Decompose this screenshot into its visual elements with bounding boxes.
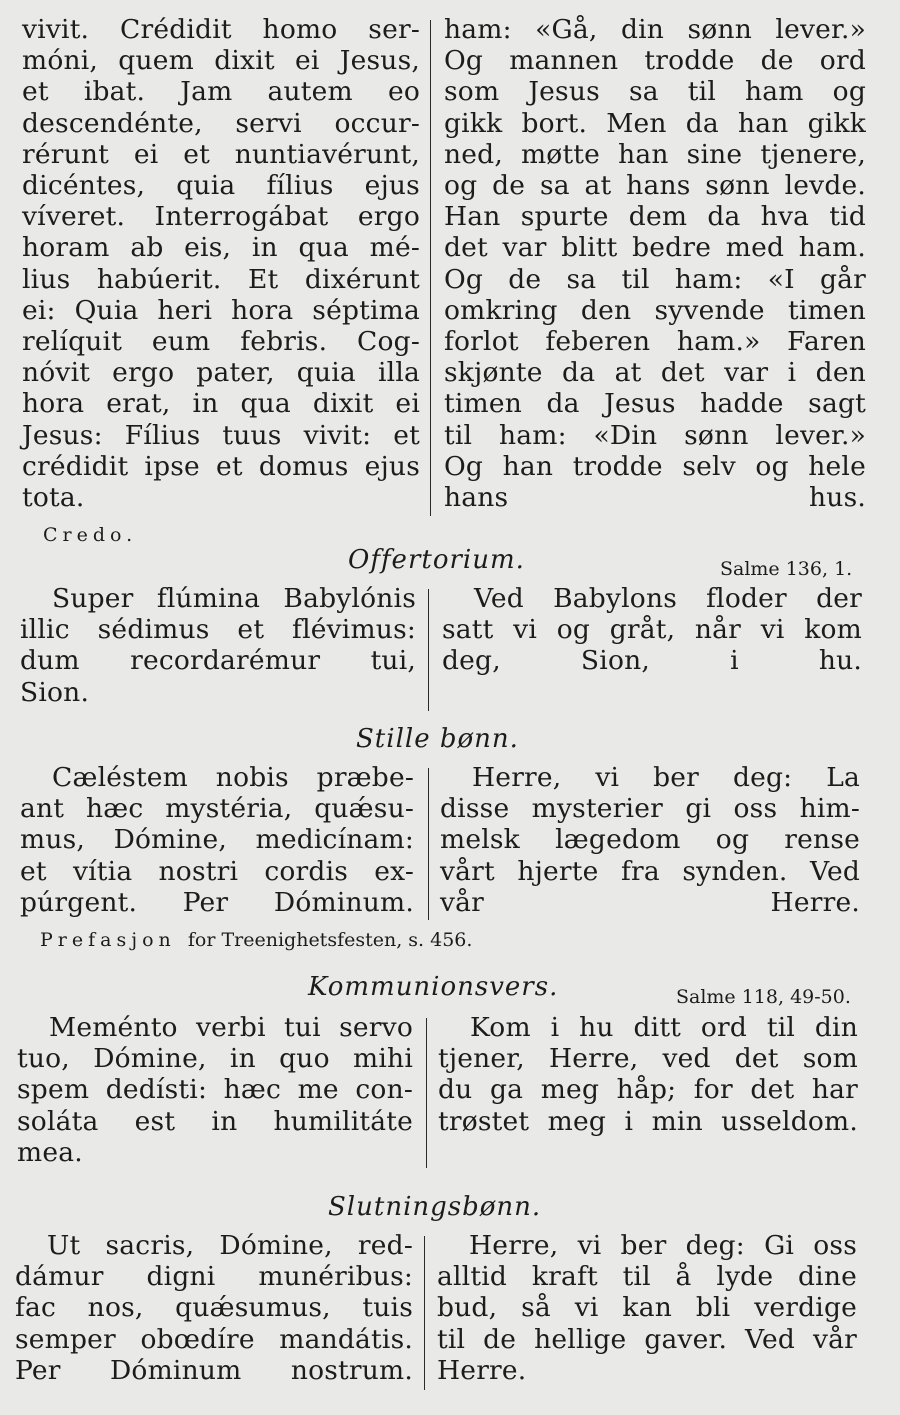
column-divider — [430, 20, 431, 516]
secreta-norwegian-column — [440, 762, 860, 918]
text-line: nóvit ergo pater, quia illa — [22, 357, 420, 389]
communio-latin-column — [17, 1012, 413, 1168]
text-line: illic sédimus et flévimus: — [20, 614, 416, 646]
offertorium-reference: Salme 136, 1. — [720, 558, 853, 580]
text-line: vår Herre. — [440, 886, 860, 918]
text-line: dámur digni munéribus: — [15, 1261, 413, 1293]
text-line: som Jesus sa til ham og — [444, 76, 866, 108]
text-line: semper obœdíre mandátis. — [15, 1323, 413, 1355]
text-line: hora erat, in qua dixit ei — [22, 388, 420, 420]
text-line: disse mysterier gi oss him- — [440, 793, 860, 825]
secreta-latin-column — [20, 762, 414, 918]
text-line: fac nos, quǽsumus, tuis — [15, 1292, 413, 1324]
text-line: Og de sa til ham: «I går — [444, 263, 866, 295]
offertorium-norwegian-column — [442, 583, 862, 677]
text-line: púrgent. Per Dóminum. — [20, 886, 414, 918]
text-line: víveret. Interrogábat ergo — [22, 201, 420, 233]
text-line: hans hus. — [444, 482, 866, 514]
text-line: tuo, Dómine, in quo mihi — [17, 1043, 413, 1075]
text-line: trøstet meg i min usseldom. — [438, 1105, 858, 1137]
text-line: Og han trodde selv og hele — [444, 450, 866, 482]
text-line: relíquit eum febris. Cog- — [22, 326, 420, 358]
communio-reference: Salme 118, 49-50. — [676, 986, 851, 1008]
text-line: Jesus: Fílius tuus vivit: et — [22, 419, 420, 451]
text-line: descendénte, servi occur- — [22, 107, 420, 139]
postcommunio-norwegian-column — [437, 1230, 857, 1386]
text-line: til ham: «Din sønn lever.» — [444, 419, 866, 451]
communio-heading: Kommunionsvers. — [308, 972, 559, 1002]
text-line: melsk lægedom og rense — [440, 824, 860, 856]
postcommunio-latin-column — [15, 1230, 413, 1386]
text-line: Cæléstem nobis præbe- — [52, 762, 414, 793]
text-line: gikk bort. Men da han gikk — [444, 107, 866, 139]
postcommunio-heading: Slutningsbønn. — [328, 1192, 542, 1222]
text-line: Herre. — [437, 1354, 527, 1386]
text-line: tota. — [22, 482, 85, 514]
communio-norwegian-column — [438, 1012, 858, 1137]
text-line: vivit. Crédidit homo ser- — [22, 14, 420, 45]
text-line: Herre, vi ber deg: Gi oss — [469, 1230, 857, 1261]
text-line: Ved Babylons floder der — [474, 583, 862, 614]
text-line: mea. — [17, 1136, 83, 1168]
column-divider — [424, 1236, 425, 1390]
text-line: Meménto verbi tui servo — [49, 1012, 413, 1043]
text-line: soláta est in humilitáte — [17, 1105, 413, 1137]
text-line: alltid kraft til å lyde dine — [437, 1261, 857, 1293]
text-line: Super flúmina Babylónis — [52, 583, 416, 614]
text-line: rérunt ei et nuntiavérunt, — [22, 138, 420, 170]
text-line: du ga meg håp; for det har — [438, 1074, 858, 1106]
gospel-norwegian-column — [444, 14, 866, 513]
text-line: Ut sacris, Dómine, red- — [47, 1230, 413, 1261]
text-line: til de hellige gaver. Ved vår — [437, 1323, 857, 1355]
text-line: ant hæc mystéria, quǽsu- — [20, 793, 414, 825]
text-line: et ibat. Jam autem eo — [22, 76, 420, 108]
text-line: lius habúerit. Et dixérunt — [22, 263, 420, 295]
column-divider — [428, 768, 429, 920]
text-line: ham: «Gå, din sønn lever.» — [444, 14, 866, 45]
text-line: Kom i hu ditt ord til din — [470, 1012, 858, 1043]
text-line: skjønte da at det var i den — [444, 357, 866, 389]
secreta-heading: Stille bønn. — [356, 724, 519, 754]
text-line: Han spurte dem da hva tid — [444, 201, 866, 233]
text-line: omkring den syvende timen — [444, 294, 866, 326]
offertorium-heading: Offertorium. — [348, 545, 525, 575]
text-line: horam ab eis, in qua mé- — [22, 232, 420, 264]
text-line: Per Dóminum nostrum. — [15, 1354, 413, 1386]
text-line: Og mannen trodde de ord — [444, 45, 866, 77]
text-line: tjener, Herre, ved det som — [438, 1043, 858, 1075]
text-line: forlot feberen ham.» Faren — [444, 326, 866, 358]
text-line: ned, møtte han sine tjenere, — [444, 138, 866, 170]
text-line: timen da Jesus hadde sagt — [444, 388, 866, 420]
credo-rubric: Credo. — [43, 524, 138, 546]
text-line: Sion. — [20, 676, 90, 708]
text-line: Herre, vi ber deg: La — [472, 762, 860, 793]
text-line: crédidit ipse et domus ejus — [22, 450, 420, 482]
text-line: spem dedísti: hæc me con- — [17, 1074, 413, 1106]
text-line: og de sa at hans sønn levde. — [444, 170, 866, 202]
text-line: dicéntes, quia fílius ejus — [22, 170, 420, 202]
text-line: bud, så vi kan bli verdige — [437, 1292, 857, 1324]
text-line: móni, quem dixit ei Jesus, — [22, 45, 420, 77]
column-divider — [428, 589, 429, 711]
text-line: deg, Sion, i hu. — [442, 645, 862, 677]
text-line: mus, Dómine, medicínam: — [20, 824, 414, 856]
text-line: satt vi og gråt, når vi kom — [442, 614, 862, 646]
column-divider — [426, 1018, 427, 1168]
prefasjon-rubric: Prefasjon for Treenighetsfesten, s. 456. — [40, 929, 473, 951]
text-line: vårt hjerte fra synden. Ved — [440, 855, 860, 887]
text-line: dum recordarémur tui, — [20, 645, 416, 677]
gospel-latin-column — [22, 14, 420, 513]
text-line: det var blitt bedre med ham. — [444, 232, 866, 264]
offertorium-latin-column — [20, 583, 416, 708]
text-line: ei: Quia heri hora séptima — [22, 294, 420, 326]
text-line: et vítia nostri cordis ex- — [20, 855, 414, 887]
